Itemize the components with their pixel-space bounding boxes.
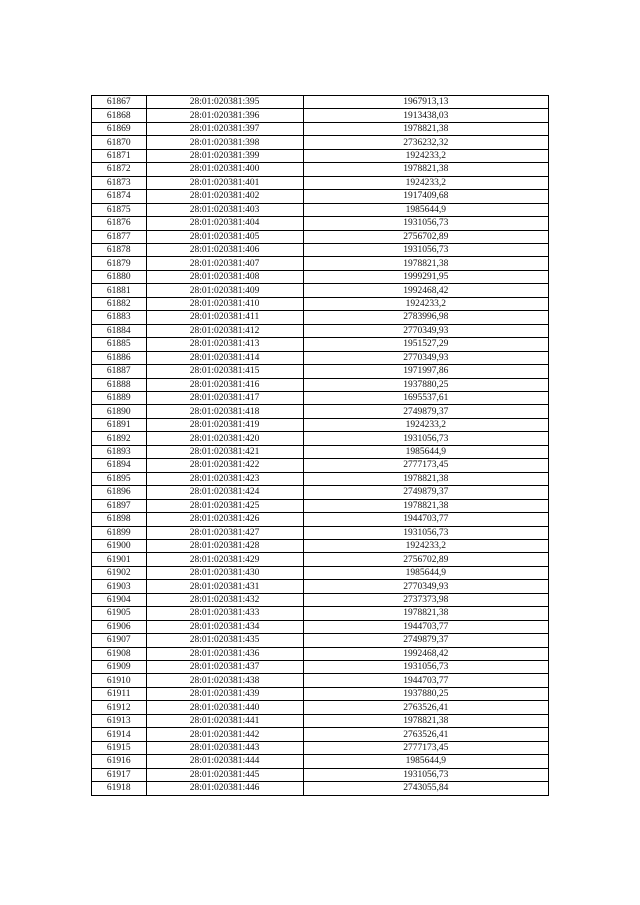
cadastral-number-cell: 28:01:020381:415 [146,365,303,378]
cadastral-value-cell: 2756702,89 [303,230,548,243]
table-row [92,418,549,431]
table-row [92,553,549,566]
cadastral-value-cell: 1992468,42 [303,647,548,660]
cadastral-value-cell: 1924233,2 [303,149,548,162]
cadastral-value-cell: 1978821,38 [303,714,548,727]
row-number-cell: 61898 [92,513,147,526]
cadastral-number-cell: 28:01:020381:431 [146,580,303,593]
cadastral-number-cell: 28:01:020381:446 [146,782,303,795]
table-row [92,620,549,633]
cadastral-value-cell: 1978821,38 [303,472,548,485]
table-row [92,109,549,122]
table-row [92,122,549,135]
cadastral-number-cell: 28:01:020381:407 [146,257,303,270]
table-row [92,768,549,781]
row-number-cell: 61910 [92,674,147,687]
table-row [92,661,549,674]
cadastral-value-cell: 1931056,73 [303,217,548,230]
cadastral-number-cell: 28:01:020381:426 [146,513,303,526]
table-row [92,486,549,499]
table-row [92,580,549,593]
cadastral-value-cell: 1999291,95 [303,270,548,283]
table-row [92,257,549,270]
cadastral-number-cell: 28:01:020381:436 [146,647,303,660]
cadastral-value-cell: 1978821,38 [303,122,548,135]
table-row [92,432,549,445]
cadastral-value-cell: 1931056,73 [303,526,548,539]
cadastral-value-cell: 1917409,68 [303,190,548,203]
table-row [92,163,549,176]
table-row [92,499,549,512]
row-number-cell: 61902 [92,566,147,579]
table-row [92,728,549,741]
cadastral-value-cell: 2763526,41 [303,728,548,741]
row-number-cell: 61890 [92,405,147,418]
row-number-cell: 61874 [92,190,147,203]
row-number-cell: 61889 [92,391,147,404]
row-number-cell: 61881 [92,284,147,297]
table-row [92,714,549,727]
table-row [92,647,549,660]
cadastral-value-cell: 1924233,2 [303,176,548,189]
table-row [92,378,549,391]
row-number-cell: 61903 [92,580,147,593]
cadastral-value-cell: 2783996,98 [303,311,548,324]
cadastral-number-cell: 28:01:020381:433 [146,607,303,620]
row-number-cell: 61904 [92,593,147,606]
cadastral-number-cell: 28:01:020381:396 [146,109,303,122]
cadastral-number-cell: 28:01:020381:443 [146,741,303,754]
cadastral-number-cell: 28:01:020381:422 [146,459,303,472]
row-number-cell: 61894 [92,459,147,472]
row-number-cell: 61917 [92,768,147,781]
cadastral-value-cell: 1978821,38 [303,499,548,512]
table-row [92,391,549,404]
table-row [92,284,549,297]
cadastral-value-cell: 1971997,86 [303,365,548,378]
table-row [92,741,549,754]
row-number-cell: 61900 [92,539,147,552]
cadastral-value-cell: 1931056,73 [303,768,548,781]
cadastral-number-cell: 28:01:020381:430 [146,566,303,579]
cadastral-value-cell: 2777173,45 [303,459,548,472]
cadastral-value-cell: 2749879,37 [303,634,548,647]
row-number-cell: 61879 [92,257,147,270]
row-number-cell: 61884 [92,324,147,337]
table-row [92,136,549,149]
row-number-cell: 61905 [92,607,147,620]
cadastral-value-cell: 1944703,77 [303,620,548,633]
table-row [92,297,549,310]
cadastral-value-cell: 2749879,37 [303,486,548,499]
cadastral-number-cell: 28:01:020381:400 [146,163,303,176]
cadastral-value-cell: 1937880,25 [303,687,548,700]
row-number-cell: 61868 [92,109,147,122]
cadastral-value-cell: 1695537,61 [303,391,548,404]
cadastral-number-cell: 28:01:020381:412 [146,324,303,337]
cadastral-number-cell: 28:01:020381:435 [146,634,303,647]
cadastral-value-cell: 1931056,73 [303,432,548,445]
cadastral-value-cell: 1924233,2 [303,297,548,310]
row-number-cell: 61892 [92,432,147,445]
table-row [92,566,549,579]
table-row [92,701,549,714]
cadastral-value-cell: 1924233,2 [303,418,548,431]
cadastral-number-cell: 28:01:020381:444 [146,755,303,768]
row-number-cell: 61911 [92,687,147,700]
cadastral-number-cell: 28:01:020381:411 [146,311,303,324]
cadastral-value-cell: 1951527,29 [303,338,548,351]
cadastral-number-cell: 28:01:020381:418 [146,405,303,418]
cadastral-value-cell: 1985644,9 [303,445,548,458]
cadastral-value-cell: 2743055,84 [303,782,548,795]
table-row [92,203,549,216]
row-number-cell: 61869 [92,122,147,135]
cadastral-number-cell: 28:01:020381:398 [146,136,303,149]
cadastral-number-cell: 28:01:020381:401 [146,176,303,189]
cadastral-number-cell: 28:01:020381:408 [146,270,303,283]
table-row [92,176,549,189]
table-row [92,243,549,256]
cadastral-number-cell: 28:01:020381:425 [146,499,303,512]
table-row [92,217,549,230]
table-row [92,230,549,243]
cadastral-number-cell: 28:01:020381:399 [146,149,303,162]
row-number-cell: 61893 [92,445,147,458]
cadastral-value-cell: 1978821,38 [303,257,548,270]
row-number-cell: 61878 [92,243,147,256]
table-row [92,365,549,378]
cadastral-number-cell: 28:01:020381:423 [146,472,303,485]
row-number-cell: 61907 [92,634,147,647]
table-row [92,782,549,795]
table-row [92,324,549,337]
cadastral-number-cell: 28:01:020381:437 [146,661,303,674]
row-number-cell: 61899 [92,526,147,539]
row-number-cell: 61888 [92,378,147,391]
table-row [92,539,549,552]
table-row [92,674,549,687]
table-row [92,634,549,647]
cadastral-value-cell: 1978821,38 [303,607,548,620]
row-number-cell: 61913 [92,714,147,727]
cadastral-number-cell: 28:01:020381:410 [146,297,303,310]
cadastral-number-cell: 28:01:020381:429 [146,553,303,566]
cadastral-number-cell: 28:01:020381:421 [146,445,303,458]
row-number-cell: 61877 [92,230,147,243]
cadastral-number-cell: 28:01:020381:445 [146,768,303,781]
cadastral-number-cell: 28:01:020381:442 [146,728,303,741]
row-number-cell: 61896 [92,486,147,499]
cadastral-number-cell: 28:01:020381:402 [146,190,303,203]
row-number-cell: 61895 [92,472,147,485]
row-number-cell: 61873 [92,176,147,189]
row-number-cell: 61891 [92,418,147,431]
cadastral-number-cell: 28:01:020381:416 [146,378,303,391]
row-number-cell: 61887 [92,365,147,378]
cadastral-number-cell: 28:01:020381:395 [146,96,303,109]
cadastral-value-cell: 2770349,93 [303,351,548,364]
cadastral-number-cell: 28:01:020381:419 [146,418,303,431]
row-number-cell: 61883 [92,311,147,324]
cadastral-number-cell: 28:01:020381:404 [146,217,303,230]
cadastral-value-cell: 1944703,77 [303,674,548,687]
table-row [92,351,549,364]
cadastral-value-cell: 2770349,93 [303,324,548,337]
cadastral-number-cell: 28:01:020381:403 [146,203,303,216]
cadastral-value-cell: 1913438,03 [303,109,548,122]
cadastral-number-cell: 28:01:020381:432 [146,593,303,606]
table-row [92,96,549,109]
table-row [92,445,549,458]
row-number-cell: 61882 [92,297,147,310]
row-number-cell: 61875 [92,203,147,216]
cadastral-number-cell: 28:01:020381:427 [146,526,303,539]
cadastral-value-cell: 2770349,93 [303,580,548,593]
cadastral-value-cell: 1937880,25 [303,378,548,391]
row-number-cell: 61912 [92,701,147,714]
table-row [92,338,549,351]
cadastral-number-cell: 28:01:020381:438 [146,674,303,687]
cadastral-value-cell: 2736232,32 [303,136,548,149]
cadastral-number-cell: 28:01:020381:397 [146,122,303,135]
table-row [92,190,549,203]
cadastral-number-cell: 28:01:020381:413 [146,338,303,351]
row-number-cell: 61867 [92,96,147,109]
cadastral-number-cell: 28:01:020381:441 [146,714,303,727]
cadastral-value-cell: 2763526,41 [303,701,548,714]
cadastral-number-cell: 28:01:020381:417 [146,391,303,404]
table-row [92,687,549,700]
cadastral-value-cell: 1931056,73 [303,243,548,256]
row-number-cell: 61885 [92,338,147,351]
row-number-cell: 61909 [92,661,147,674]
cadastral-value-cell: 1985644,9 [303,755,548,768]
row-number-cell: 61901 [92,553,147,566]
table-row [92,459,549,472]
row-number-cell: 61870 [92,136,147,149]
cadastral-number-cell: 28:01:020381:406 [146,243,303,256]
row-number-cell: 61906 [92,620,147,633]
cadastral-value-table [91,95,549,796]
table-body [92,96,549,796]
row-number-cell: 61915 [92,741,147,754]
cadastral-value-cell: 2749879,37 [303,405,548,418]
cadastral-value-cell: 1924233,2 [303,539,548,552]
table-row [92,755,549,768]
cadastral-value-cell: 1992468,42 [303,284,548,297]
cadastral-value-cell: 1985644,9 [303,203,548,216]
row-number-cell: 61916 [92,755,147,768]
row-number-cell: 61872 [92,163,147,176]
cadastral-number-cell: 28:01:020381:405 [146,230,303,243]
cadastral-value-cell: 1978821,38 [303,163,548,176]
table-row [92,526,549,539]
row-number-cell: 61886 [92,351,147,364]
cadastral-number-cell: 28:01:020381:420 [146,432,303,445]
cadastral-number-cell: 28:01:020381:434 [146,620,303,633]
cadastral-number-cell: 28:01:020381:428 [146,539,303,552]
cadastral-value-cell: 2756702,89 [303,553,548,566]
row-number-cell: 61918 [92,782,147,795]
cadastral-value-cell: 2777173,45 [303,741,548,754]
row-number-cell: 61914 [92,728,147,741]
table-row [92,593,549,606]
cadastral-number-cell: 28:01:020381:414 [146,351,303,364]
table-row [92,472,549,485]
table-row [92,311,549,324]
cadastral-number-cell: 28:01:020381:440 [146,701,303,714]
cadastral-number-cell: 28:01:020381:424 [146,486,303,499]
row-number-cell: 61880 [92,270,147,283]
table-row [92,607,549,620]
table-row [92,513,549,526]
cadastral-number-cell: 28:01:020381:409 [146,284,303,297]
cadastral-value-cell: 1931056,73 [303,661,548,674]
table-row [92,149,549,162]
cadastral-number-cell: 28:01:020381:439 [146,687,303,700]
row-number-cell: 61897 [92,499,147,512]
cadastral-value-cell: 1944703,77 [303,513,548,526]
row-number-cell: 61871 [92,149,147,162]
row-number-cell: 61908 [92,647,147,660]
cadastral-value-cell: 1985644,9 [303,566,548,579]
table-row [92,270,549,283]
table-row [92,405,549,418]
cadastral-value-cell: 2737373,98 [303,593,548,606]
cadastral-value-cell: 1967913,13 [303,96,548,109]
row-number-cell: 61876 [92,217,147,230]
